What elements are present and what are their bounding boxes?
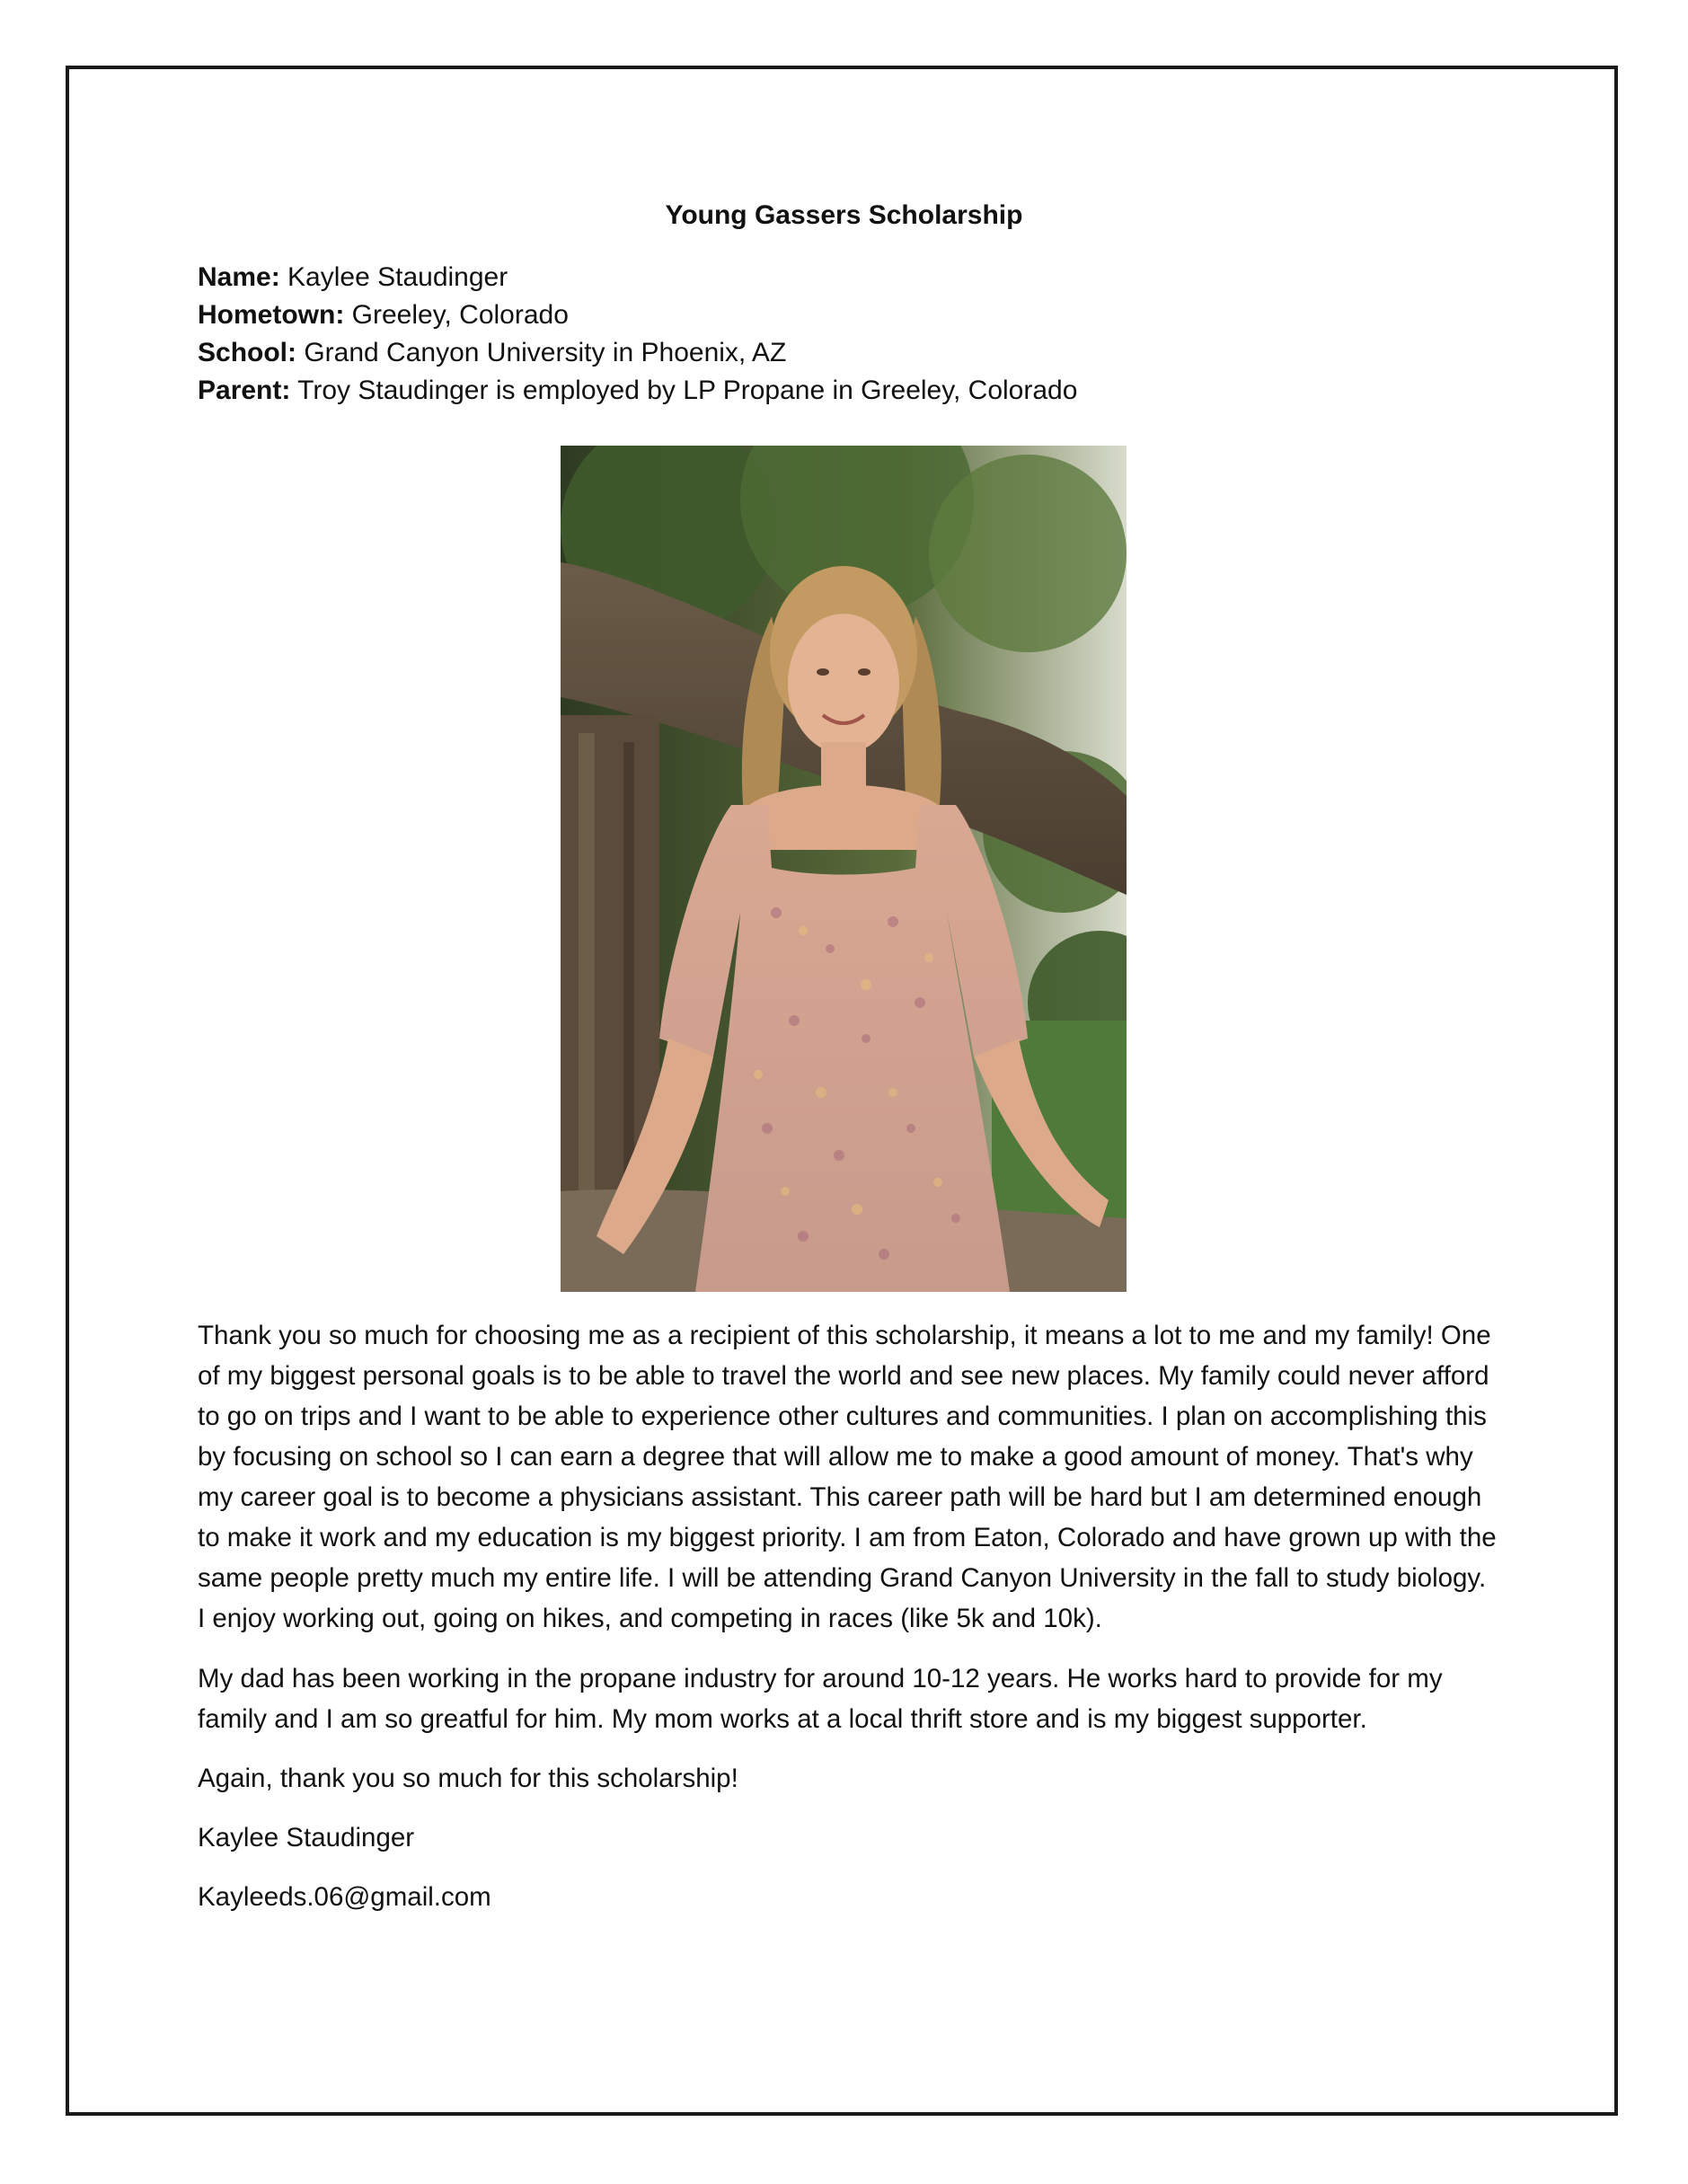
info-school-value: Grand Canyon University in Phoenix, AZ <box>304 338 787 367</box>
info-school-label: School: <box>198 338 296 367</box>
info-parent <box>198 372 1500 410</box>
portrait-photo <box>561 446 1127 1292</box>
signature-email: Kayleeds.06@gmail.com <box>198 1882 491 1912</box>
info-parent-value: Troy Staudinger is employed by LP Propane in Greeley, Colorado <box>297 376 1078 405</box>
info-hometown <box>198 296 1500 334</box>
applicant-info <box>198 259 1500 410</box>
paragraph-family: My dad has been working in the propane industry for around 10-12 years. He works hard to provide for my family and I am so greatful for him. My mom works at a local thrift store and is my biggest supporter. <box>198 1664 1443 1734</box>
info-hometown-value: Greeley, Colorado <box>351 300 569 330</box>
paragraph-closing: Again, thank you so much for this scholarship! <box>198 1764 738 1793</box>
document-title: Young Gassers Scholarship <box>665 200 1023 230</box>
signature-name: Kaylee Staudinger <box>198 1823 415 1852</box>
info-name-value: Kaylee Staudinger <box>287 262 508 292</box>
info-hometown-label: Hometown: <box>198 300 345 330</box>
info-parent-label: Parent: <box>198 376 291 405</box>
letter-body <box>198 1315 1500 1936</box>
portrait-photo-icon <box>561 446 1127 1292</box>
info-name-label: Name: <box>198 262 280 292</box>
paragraph-thank-you: Thank you so much for choosing me as a recipient of this scholarship, it means a lot to me and my family! One of my biggest personal goals is to be able to travel the world and see new places. My family could never afford to go on trips and I want to be able to experience other cultures and communities. I plan on accomplishing this by focusing on school so I can earn a degree that will allow me to make a good amount of money. That's why my career goal is to become a physicians assistant. This career path will be hard but I am determined enough to make it work and my education is my biggest priority. I am from Eaton, Colorado and have grown up with the same people pretty much my entire life. I will be attending Grand Canyon University in the fall to study biology. I enjoy working out, going on hikes, and competing in races (like 5k and 10k). <box>198 1321 1497 1633</box>
info-name <box>198 259 1500 296</box>
info-school <box>198 334 1500 372</box>
